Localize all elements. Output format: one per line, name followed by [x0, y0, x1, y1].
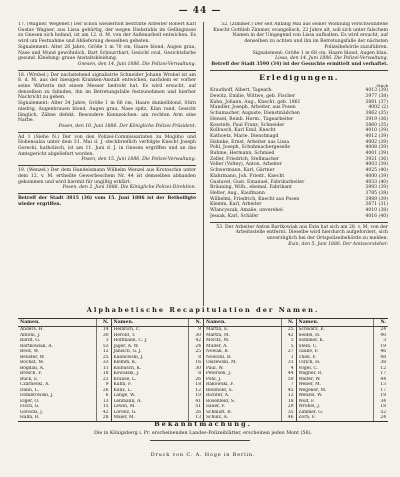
- erledigung-text: Hahnke, Ernst, Arbeiter aus Lissa: [210, 139, 290, 145]
- erledigung-value: 3989 (39): [365, 196, 388, 202]
- erledigung-value: 4016 (40): [365, 213, 388, 219]
- register-name: Kalinowski, J.: [113, 354, 144, 360]
- register-column: [18, 319, 111, 421]
- notice-signature: Posen, den 10. Juni 1886. Der Königliche Polizei-Präsident.: [58, 123, 196, 129]
- register-number: 13: [96, 399, 111, 405]
- register-number: 28: [96, 415, 111, 421]
- register-number: 17: [373, 388, 388, 394]
- register-name: Bartkowiak, A.: [20, 343, 53, 349]
- register-number: 10: [188, 393, 203, 399]
- register-number: 30: [188, 366, 203, 372]
- register-name: Dombrowski, J.: [20, 393, 54, 398]
- register-name: Sommer, K.: [298, 338, 325, 343]
- header-name: Namen.: [113, 320, 134, 325]
- printer-imprint: Druck von C. A. Hoge in Berlin.: [150, 452, 256, 458]
- bekanntmachung-title: Bekanntmachung.: [154, 420, 252, 428]
- bekanntmachung-text: Die in Königsberg i. Pr. erscheinenden Landes-Polizeiblätter, erscheinen jeden Mont (56).: [94, 431, 312, 436]
- register-number: 26: [188, 377, 203, 383]
- register-name: Nowicki, R.: [206, 354, 232, 360]
- erledigung-value: 4025 (40): [365, 168, 388, 174]
- register-name: Walter, W.: [298, 376, 321, 382]
- notice-signature: Gnesen, den 14. Juni 1886. Die Polizei-Verwaltung.: [77, 61, 196, 67]
- register-name: Pohl, J.: [206, 376, 222, 382]
- register-name: Kunz, L.: [113, 387, 132, 393]
- erledigung-text: Krauthoff, Albert, Tagearb.: [210, 88, 273, 94]
- register-number: 44: [281, 371, 296, 377]
- register-number: 12: [188, 388, 203, 394]
- register-number: 31: [281, 360, 296, 366]
- register-name: Olszewski, M.: [206, 360, 237, 365]
- register-number: 42: [281, 333, 296, 339]
- register-name: Krause, L.: [113, 376, 137, 382]
- register-name: Weber, M.: [298, 382, 321, 387]
- register-name: Paul, W.: [206, 365, 224, 371]
- erledigung-text: Kosstefe, Paul Franz, Schneider: [210, 122, 285, 128]
- erledigung-text: Kuhn, Johann, Aug., Knecht, geb. 1861: [210, 99, 301, 105]
- register-name: Reinhold, S.: [206, 387, 233, 393]
- register-name: Antoni, J.: [20, 332, 41, 338]
- erledigung-text: Mandler, Joseph, Arbeiter, aus Posen: [210, 105, 296, 111]
- register-name: Zimmer, G.: [298, 409, 324, 415]
- register-number: 22: [96, 377, 111, 383]
- register-column: [296, 319, 389, 421]
- erledigung-text: Schumacher, Auguste, Dienstmädchen: [210, 111, 300, 117]
- register-number: 12: [281, 393, 296, 399]
- divider: [18, 165, 196, 166]
- erledigung-value: 4003 (39): [365, 162, 388, 168]
- notice-paragraph: Betreff der Stadt 3590 (34) ist der Gesuchte ermittelt und verhaftet.: [211, 61, 388, 67]
- register-name: Elger, O.: [20, 398, 40, 404]
- erledigung-value: 3881 (37): [365, 99, 388, 105]
- notice-paragraph: 52. (Zimmer.) Der seit Anfang Mai aus seiner Wohnung verschwundene Knecht Gottlieb Zimmer, evangelisch, 22 Jahre alt, soll sich unter falschem Namen in der Umgegend von Lissa aufhalten. Es wird ersucht, auf denselben zu achten und ihn im Betretungsfalle der nächsten Polizeibehörde zuzuführen.: [213, 22, 388, 50]
- register-number: 11: [96, 366, 111, 372]
- register-number: 46: [281, 415, 296, 421]
- register-name: Bardt, G.: [20, 338, 41, 343]
- register-number: 13: [188, 415, 203, 421]
- erledigung-text: Pohl, Joseph, Schuhmachergeselle: [210, 145, 291, 151]
- register-number: 33: [96, 360, 111, 366]
- register-name: Wagner, R.: [298, 371, 323, 376]
- erledigung-value: 4001 (39): [365, 151, 388, 157]
- register-name: Wegener, M.: [298, 387, 327, 393]
- register-number: 8: [188, 355, 203, 361]
- register-name: Kowalski, J.: [113, 371, 140, 376]
- register-number: 30: [188, 333, 203, 339]
- register-number: 26: [188, 410, 203, 416]
- register-grid: [18, 319, 388, 421]
- register-number: 34: [373, 399, 388, 405]
- register-name: Gorecki, J.: [20, 409, 43, 415]
- erledigung-text: Gustavel, Gust. Emanuel, Fabrikarbeiter: [210, 179, 305, 185]
- register-name: Czarnecki, A.: [20, 382, 50, 387]
- register-number: 14: [96, 327, 111, 333]
- register-number: 26: [96, 388, 111, 394]
- register-name: Seidel, H.: [298, 332, 321, 338]
- register-name: Lehmann, A.: [113, 398, 142, 404]
- register-number: 6: [96, 393, 111, 399]
- register-name: Zorn, F.: [298, 415, 316, 420]
- erledigung-value: 4013 (39): [365, 88, 388, 94]
- notice-paragraph: Betreff der Stadt 3815 (36) vom 15. Juni 1886 ist der Betheiligte wieder ergriffen.: [18, 195, 196, 207]
- erledigung-value: 4008 (39): [365, 145, 388, 151]
- erledigung-value: 3919 (36): [365, 116, 388, 122]
- register-number: 44: [373, 377, 388, 383]
- register-name: Moritz, M.: [206, 338, 230, 343]
- erledigungen-heading: Erledigungen.: [259, 72, 339, 82]
- register-number: 24: [373, 327, 388, 333]
- erledigung-value: 3977 (38): [365, 94, 388, 100]
- register-name: Hoffmann, C. J.: [113, 338, 148, 343]
- register-name: Beck, W.: [20, 349, 39, 354]
- register-number: 45: [281, 388, 296, 394]
- register-number: 9: [96, 382, 111, 388]
- register-name: Wrobel, J.: [298, 404, 320, 409]
- erledigung-text: Schwermann, Karl, Gärtner: [210, 168, 275, 174]
- erledigung-text: Ruhme, Hermann, Schmied: [210, 151, 275, 157]
- erledigung-value: 3921 (36): [365, 156, 388, 162]
- register-name: Fisch, G.: [20, 404, 40, 409]
- register-header: [112, 319, 204, 327]
- register-name: Sauer, F.: [206, 404, 226, 409]
- header-number: N.: [96, 319, 111, 326]
- notice-columns: [18, 22, 388, 306]
- register-number: 18: [281, 399, 296, 405]
- register-number: 25: [96, 355, 111, 361]
- notice-paragraph: 53. Der Arbeiter Anton Bartkowiak aus Exin hat sich am 28. v. M. von der Arbeitsstelle entfernt. Dieselbe wird hierdurch aufgefordert, sich unverzüglich bei der Ortspolizeibehörde zu melden.: [216, 224, 388, 241]
- register-number: 19: [373, 344, 388, 350]
- register-number: 3: [96, 338, 111, 344]
- register-header: [204, 319, 296, 327]
- register-number: 5: [281, 344, 296, 350]
- register-number: 8: [188, 371, 203, 377]
- column-rule: [203, 22, 204, 306]
- erledigung-value: 4000 (39): [365, 173, 388, 179]
- divider: [18, 132, 196, 133]
- register-number: 25: [281, 327, 296, 333]
- header-name: Namen.: [298, 320, 319, 325]
- header-number: N.: [188, 319, 203, 326]
- register-name: Bogdan, A.: [20, 365, 45, 371]
- erledigung-text: Klahrmann, Joh. Friedr., Knecht: [210, 173, 285, 179]
- register-name: Nowak, B.: [206, 349, 229, 354]
- erledigung-text: Kathoetz, Marie, Dienstmagd: [210, 133, 279, 139]
- register-number: 46: [373, 349, 388, 355]
- register-name: Taube, F.: [298, 349, 319, 354]
- register-number: 18: [373, 404, 388, 410]
- register-name: Buck, E.: [20, 376, 39, 382]
- register-number: 16: [188, 360, 203, 366]
- register-name: Bochat, M.: [20, 360, 45, 365]
- erledigung-text: Helter, Aug., Kaufmann: [210, 190, 265, 196]
- register-name: Jäger, A. W.: [113, 343, 139, 349]
- register-number: 19: [373, 393, 388, 399]
- notice-signature: Posen, den 15. Juni 1886. Die Polizei-Verwaltung.: [81, 157, 196, 163]
- notice-paragraph: Signalement: Alter 26 Jahre, Größe 1 m 70 cm, Haare blond, Augen grau, Nase und Mund gewöhnlich, Bart Schnurrbart, Gesicht oval, Gesichtsfarbe gesund. Kleidung: graue Anstaltskleidung.: [18, 44, 196, 62]
- register-name: Martin, E.: [206, 327, 229, 332]
- erledigung-text: Dewitz, Emilie, Wittwe, geb. Fischer: [210, 94, 296, 100]
- register-title: Alphabetische Recapitulation der Namen.: [86, 306, 320, 314]
- register-number: 29: [281, 404, 296, 410]
- register-name: Ulrich, H.: [298, 360, 321, 365]
- register-number: 9: [188, 327, 203, 333]
- erledigungen-column-head: Stück: [376, 82, 388, 88]
- register-name: Lorenz, G.: [113, 409, 137, 415]
- register-number: 13: [373, 382, 388, 388]
- register-name: Heinrich, C.: [113, 327, 141, 332]
- register-name: Lewin, M.: [113, 404, 136, 409]
- register-name: Schwarz, E.: [298, 327, 325, 332]
- register-name: Martin, M.: [206, 332, 230, 338]
- register-number: 3: [373, 338, 388, 344]
- erledigung-text: Jessak, Karl, Schäfer: [210, 213, 259, 219]
- register-name: Maier, M.: [113, 415, 135, 420]
- divider: [18, 70, 196, 71]
- register-name: Anders, H.: [20, 327, 44, 332]
- register-table: [18, 318, 388, 422]
- register-number: 15: [96, 404, 111, 410]
- erledigung-text: Wilhelmi, Friedrich, Knecht aus Posen: [210, 196, 300, 202]
- register-name: Thiel, F.: [298, 354, 317, 360]
- register-number: 40: [373, 333, 388, 339]
- register-header: [18, 319, 111, 327]
- register-number: 18: [96, 371, 111, 377]
- register-name: Müller, A.: [206, 343, 228, 349]
- register-name: Herold, T.: [113, 332, 136, 338]
- erledigung-value: 3785 (38): [365, 190, 388, 196]
- register-name: Dahn, L.: [20, 387, 39, 393]
- erledigung-text: Bräuning, Wilh., ehemal. Fabrikant: [210, 185, 292, 191]
- register-number: 53: [96, 344, 111, 350]
- erledigung-text: Wlancyszak, Amalie, unverehel.: [210, 208, 285, 214]
- register-number: 5: [281, 338, 296, 344]
- erledigung-value: 4033 (40): [365, 179, 388, 185]
- register-header: [297, 319, 389, 327]
- erledigung-value: 4010 (38): [365, 208, 388, 214]
- notice-paragraph: Ad 1 (Siehe N.) Der von den Polizei-Commissariaten zu Mogilno und Hohensalza unter dem 31. Mai d. J. steckbrieflich verfolgte Knecht Joseph Gorecki, katholisch, ist am 11. Juni d. J. in Gnesen ergriffen und an das Amtsgericht abgeliefert worden.: [18, 134, 196, 157]
- page-number: — 44 —: [178, 6, 222, 16]
- register-name: Rakowski, F.: [206, 382, 234, 387]
- erledigung-value: 3671 (31): [365, 202, 388, 208]
- register-name: Petersen, J.: [206, 371, 232, 376]
- register-number: 42: [188, 338, 203, 344]
- divider: [150, 440, 250, 441]
- erledigung-value: 3860 (35): [365, 122, 388, 128]
- divider: [210, 222, 388, 223]
- erledigung-row: [210, 214, 388, 220]
- notice-paragraph: 18. (Wrobel.) Der nachstehend signalisirte Schneider Johann Wrobel ist am 8. d. M. aus der hiesigen Kranken-Anstalt entwichen, nachdem er vorher seine Wärterin mit einem Messer bedroht hat. Es wird ersucht, auf denselben zu fahnden, ihn im Betretungsfalle festzunehmen und hierher Nachricht zu geben.: [18, 72, 196, 101]
- register-name: Beuster, W.: [20, 354, 45, 360]
- register-number: 50: [281, 377, 296, 383]
- register-number: 30: [96, 333, 111, 339]
- erledigung-value: 4012 (39): [365, 133, 388, 139]
- notice-paragraph: 19. (Wenzel.) Der dem Handelsmann Wilhelm Wenzel aus Krotoschin unter dem 12. v. M. ertheilte Gewerbeschein Nr. 44 ist demselben abhanden gekommen und wird hiermit für ungiltig erklärt.: [18, 168, 196, 185]
- register-name: Hahn, R.: [20, 415, 40, 420]
- register-number: 7: [281, 382, 296, 388]
- register-number: 25: [188, 349, 203, 355]
- notice-paragraph: 17. (Wagner, Wegener.) Der schon wiederholt bestrafte Arbeiter Robert Karl Gustav Wagner, aus Lissa gebürtig, der wegen Diebstahls im Gefängnisse zu Gnesen sich befand, ist am 12. d. M. von der Außenarbeit entwichen. Es wird um Festnahme und Ablieferung desselben gebeten.: [18, 22, 196, 45]
- register-name: Kühn, F.: [113, 382, 132, 387]
- register-number: 35: [281, 410, 296, 416]
- erledigung-value: 4002 (2): [368, 105, 388, 111]
- register-name: Schulz, A.: [206, 415, 229, 420]
- register-column: [111, 319, 204, 421]
- register-name: Klemm, K.: [113, 360, 137, 365]
- register-number: 48: [373, 355, 388, 361]
- register-number: 1: [281, 355, 296, 361]
- left-column: [18, 22, 196, 306]
- register-number: 24: [373, 415, 388, 421]
- notice-paragraph: Signalement: Alter 34 Jahre, Größe 1 m 66 cm, Haare dunkelblond, Stirn niedrig, Augenbrauen blond, Augen grau, Nase spitz, Kinn rund, Gesicht länglich, Zähne defekt. Besondere Kennzeichen: am rechten Arm eine Narbe.: [18, 101, 196, 124]
- register-number: 52: [373, 410, 388, 416]
- register-number: 24: [188, 344, 203, 350]
- register-name: Vogel, C.: [298, 365, 319, 371]
- erledigung-text: Zeller, Friedrich, Stellmacher: [210, 156, 279, 162]
- header-name: Namen.: [20, 320, 40, 325]
- erledigung-text: Voller (Voltey), Anton, Arbeiter: [210, 162, 282, 168]
- register-number: 12: [96, 349, 111, 355]
- notice-signature: Lissa, den 14. Juni 1886. Die Polizei-Verwaltung.: [275, 56, 388, 62]
- register-name: Stein, C.: [298, 343, 318, 349]
- register-number: 17: [373, 371, 388, 377]
- right-column: [210, 22, 388, 306]
- register-number: 51: [188, 404, 203, 410]
- erledigung-value: 3993 (39): [365, 185, 388, 191]
- notice-paragraph: Signalement: Größe 1 m 68 cm, Haare blond, Augen blau.: [252, 50, 388, 56]
- notice-signature: Posen, den 2. Juni 1886. Die Königliche Polizei-Direktion.: [62, 185, 196, 191]
- header-number: N.: [281, 319, 296, 326]
- register-number: 38: [373, 360, 388, 366]
- register-name: Wenzel, W.: [298, 393, 323, 398]
- register-number: 27: [281, 349, 296, 355]
- erledigung-text: Kolbusch, Karl Emil, Knecht: [210, 128, 276, 134]
- register-name: Rosenfeld, S.: [206, 398, 236, 404]
- register-number: 18: [188, 382, 203, 388]
- register-number: 41: [188, 399, 203, 405]
- erledigung-text: Hensel, Reinh. Herm., Tagearbeiter: [210, 116, 294, 122]
- erledigung-value: 4010 (39): [365, 128, 388, 134]
- notice-signature: Exin, den 5. Juni 1886. Der Amtsvorsteher.: [288, 241, 388, 247]
- erledigung-value: 3862 (35): [365, 111, 388, 117]
- register-name: Wolf, F.: [298, 398, 315, 404]
- erledigung-text: Klemm, Karl, Arbeiter: [210, 202, 262, 208]
- register-name: Janisch, G. J.: [113, 349, 142, 354]
- register-name: Bresch, F.: [20, 371, 43, 376]
- register-number: 4: [281, 366, 296, 372]
- register-name: Schmidt, B.: [206, 409, 232, 415]
- divider: [18, 193, 196, 194]
- erledigungen-list: [210, 88, 388, 219]
- header-name: Namen.: [206, 320, 226, 325]
- register-number: 12: [373, 366, 388, 372]
- register-name: Lange, W.: [113, 393, 136, 398]
- register-name: Richter, A.: [206, 393, 230, 398]
- register-column: [203, 319, 296, 421]
- erledigung-value: 4002 (39): [365, 139, 388, 145]
- register-number: 42: [96, 410, 111, 416]
- divider: [210, 70, 388, 71]
- header-number: N.: [373, 319, 388, 326]
- register-name: Kolbusch, K.: [113, 365, 142, 371]
